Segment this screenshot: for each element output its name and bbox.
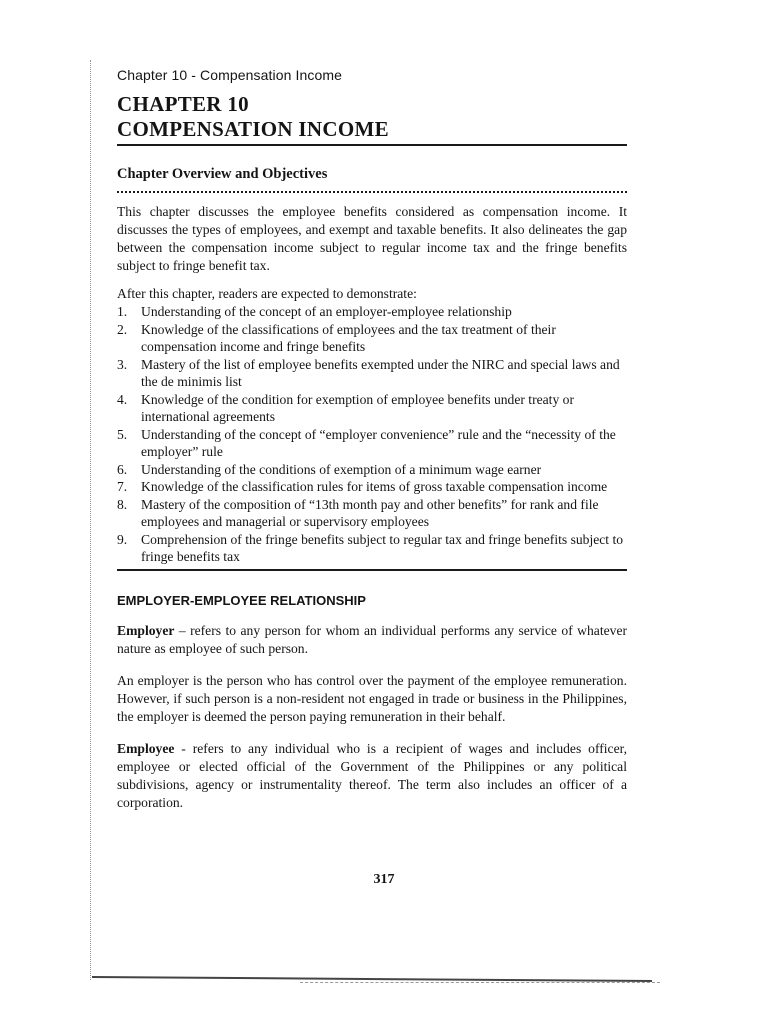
objective-text: Knowledge of the classification rules for items of gross taxable compensation income (141, 479, 608, 494)
running-head: Chapter 10 - Compensation Income (117, 67, 342, 83)
objective-item (117, 356, 627, 391)
chapter-title (117, 92, 627, 142)
objective-text: Mastery of the list of employee benefits exempted under the NIRC and special laws and the de minimis list (141, 356, 620, 389)
objectives-end-rule (117, 569, 627, 571)
page-content (117, 66, 627, 812)
page-number: 317 (373, 872, 395, 887)
employer-def-text: – refers to any person for whom an individual performs any service of whatever nature as employee of such person. (117, 622, 627, 656)
objective-number: 4. (117, 391, 128, 407)
overview-intro: This chapter discusses the employee benefits considered as compensation income. It discusses the types of employees, and exempt and taxable benefits. It also delineates the gap between the compensation income subject to regular income tax and the fringe benefits subject to fringe benefit tax. (117, 204, 627, 273)
objective-number: 1. (117, 304, 128, 319)
objective-number: 2. (117, 321, 128, 337)
employer-control-paragraph: An employer is the person who has control over the payment of the employee remuneration. However, if such person is a non-resident not engaged in trade or business in the Philippines, the employer is deemed the person paying remuneration in their behalf. (117, 672, 627, 724)
objective-item (117, 303, 627, 321)
objective-number: 6. (117, 461, 128, 477)
objective-text: Knowledge of the classifications of employees and the tax treatment of their compensation income and fringe benefits (141, 321, 556, 354)
objectives-list (117, 303, 627, 566)
employee-def-text: - refers to any individual who is a recipient of wages and includes officer, employee or elected official of the Government of the Philippines or any political subdivisions, agency or instrumentality thereof. The term also includes an officer of a corporation. (117, 740, 627, 810)
objective-item (117, 426, 627, 461)
objective-text: Understanding of the concept of “employer convenience” rule and the “necessity of the employer” rule (141, 426, 616, 459)
employer-definition (117, 622, 627, 658)
objective-number: 8. (117, 496, 128, 512)
objective-text: Knowledge of the condition for exemption of employee benefits under treaty or international agreements (141, 391, 574, 424)
page-bottom-shadow (300, 982, 660, 983)
employee-term: Employee (117, 740, 175, 756)
objective-item (117, 531, 627, 566)
objective-number: 9. (117, 531, 128, 547)
chapter-name: COMPENSATION INCOME (117, 117, 389, 141)
objective-text: Understanding of the concept of an employer-employee relationship (141, 304, 512, 319)
objective-text: Understanding of the conditions of exemption of a minimum wage earner (141, 461, 542, 477)
overview-dotted-rule (117, 191, 627, 193)
employer-term: Employer (117, 622, 175, 638)
chapter-number: CHAPTER 10 (117, 92, 249, 116)
objective-text: Comprehension of the fringe benefits subject to regular tax and fringe benefits subject to fringe benefits tax (141, 531, 624, 564)
employee-definition (117, 740, 627, 812)
objective-number: 3. (117, 356, 128, 372)
objective-item (117, 321, 627, 356)
objective-text: Mastery of the composition of “13th month pay and other benefits” for rank and file employees and managerial or supervisory employees (141, 496, 599, 529)
title-rule (117, 144, 627, 146)
objective-item (117, 478, 627, 496)
objectives-lead: After this chapter, readers are expected to demonstrate: (117, 286, 417, 301)
overview-heading: Chapter Overview and Objectives (117, 166, 328, 182)
objective-number: 5. (117, 426, 128, 442)
objective-number: 7. (117, 479, 128, 494)
page-gutter-edge (90, 60, 91, 980)
relationship-heading: EMPLOYER-EMPLOYEE RELATIONSHIP (117, 592, 366, 608)
objective-item (117, 391, 627, 426)
objective-item (117, 496, 627, 531)
objective-item (117, 461, 627, 479)
